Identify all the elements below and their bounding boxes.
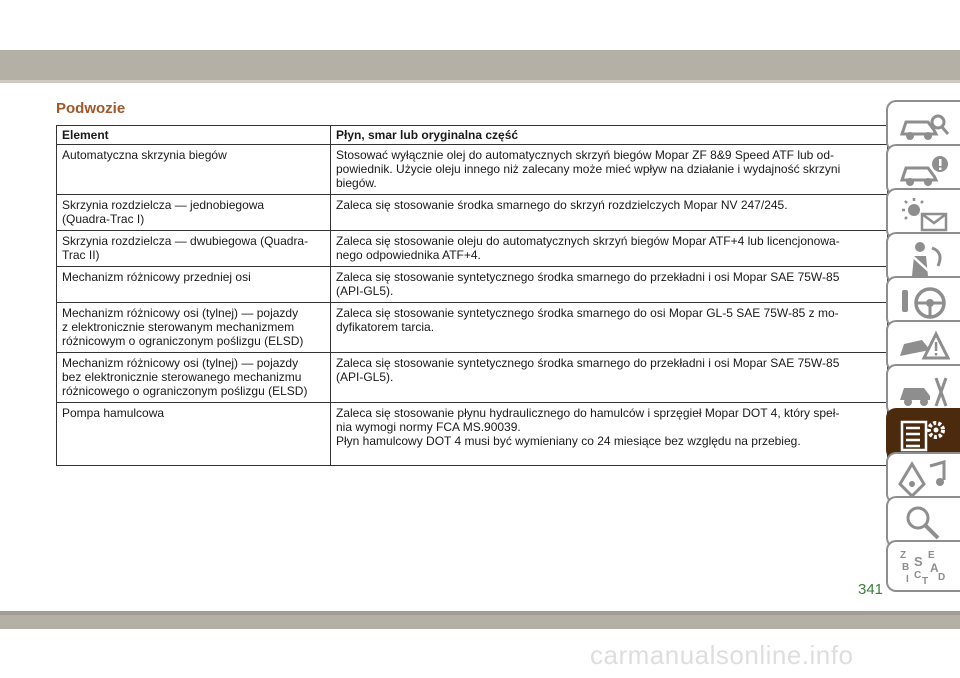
fluid-cell [331,403,888,466]
index-letter: E [928,550,935,561]
column-header-element: Element [57,126,331,145]
fluid-cell [331,231,888,267]
cell-line: dyfikatorem tarcia. [336,320,435,334]
cell-line: Mechanizm różnicowy osi (tylnej) — pojazdy [62,306,299,320]
cell-line: Automatyczna skrzynia biegów [62,148,227,162]
table-row [57,267,888,303]
index-letter: I [906,574,909,585]
car-service-tools-icon [898,372,950,410]
page-number: 341 [858,581,884,598]
index-letter: B [902,562,910,573]
cell-line: (API-GL5). [336,370,394,384]
header-band [0,50,960,80]
cell-line: nia wymogi normy FCA MS.90039. [336,420,521,434]
index-letter: S [914,554,923,569]
cell-line: Mechanizm różnicowy osi (tylnej) — pojazdy [62,356,299,370]
element-cell [57,195,331,231]
cell-line: Trac II) [62,248,100,262]
index-letter: T [922,576,929,586]
element-cell [57,403,331,466]
cell-line: Zaleca się stosowanie płynu hydraulicznego do hamulców i sprzęgieł Mopar DOT 4, który speł- [336,406,840,420]
column-header-fluid: Płyn, smar lub oryginalna część [331,126,888,145]
fluid-cell [331,267,888,303]
seatbelt-airbag-icon [898,240,950,278]
watermark: carmanualsonline.info [590,640,854,670]
element-cell [57,145,331,195]
table-row [57,195,888,231]
index-letter: A [930,561,939,575]
cell-line: Zaleca się stosowanie syntetycznego środka smarnego do przekładni i osi Mopar SAE 75W-85 [336,270,840,284]
index-letter: D [938,572,946,583]
cell-line: Zaleca się stosowanie syntetycznego środka smarnego do osi Mopar GL-5 SAE 75W-85 z mo- [336,306,839,320]
section-title: Podwozie [56,100,126,117]
cell-line: Skrzynia rozdzielcza — jednobiegowa [62,198,265,212]
car-search-icon [898,108,950,146]
cell-line: Płyn hamulcowy DOT 4 musi być wymieniany co 24 miesiące bez względu na przebieg. [336,434,801,448]
cell-line: bez elektronicznie sterowanego mechanizmu [62,370,302,384]
element-cell [57,267,331,303]
index-letter: C [914,570,922,581]
cell-line: nego odpowiednika ATF+4. [336,248,481,262]
multimedia-music-icon [898,460,950,498]
table-row [57,231,888,267]
fluid-cell [331,303,888,353]
cell-line: Skrzynia rozdzielcza — dwubiegowa (Quadra- [62,234,309,248]
cell-line: Zaleca się stosowanie syntetycznego środka smarnego do przekładni i osi Mopar SAE 75W-85 [336,356,840,370]
cell-line: (Quadra-Trac I) [62,212,145,226]
fluid-cell [331,145,888,195]
cell-line: Zaleca się stosowanie środka smarnego do skrzyń rozdzielczych Mopar NV 247/245. [336,198,788,212]
cell-line: Stosować wyłącznie olej do automatycznych skrzyń biegów Mopar ZF 8&9 Speed ATF lub od- [336,148,835,162]
element-cell [57,231,331,267]
cell-line: Mechanizm różnicowy przedniej osi [62,270,251,284]
specification-table [56,125,888,466]
index-letter: Z [900,550,907,561]
cell-line: powiednik. Użycie oleju innego niż zalecany może mieć wpływ na działanie i wydajność skrzyni [336,162,841,176]
cell-line: z elektronicznie sterowanym mechanizmem [62,320,295,334]
header-band-edge [0,80,960,83]
table-row [57,303,888,353]
index-search-icon [898,504,950,542]
element-cell [57,303,331,353]
element-cell [57,353,331,403]
car-hazard-icon [898,328,950,366]
cell-line: (API-GL5). [336,284,394,298]
cell-line: biegów. [336,176,377,190]
car-info-icon [898,152,950,190]
footer-band [0,615,960,629]
steering-wheel-icon [898,284,950,322]
cell-line: różnicowego o ograniczonym poślizgu (ELSD) [62,384,308,398]
alphabetical-index-icon [898,548,950,586]
fluid-cell [331,353,888,403]
table-header-row [57,126,888,145]
table-row [57,145,888,195]
table-row [57,403,888,466]
cell-line: Pompa hamulcowa [62,406,165,420]
table-row [57,353,888,403]
fluid-cell [331,195,888,231]
specifications-gear-icon [898,416,950,454]
cell-line: różnicowym o ograniczonym poślizgu (ELSD) [62,334,304,348]
tab-alphabetical-index[interactable] [886,540,960,592]
cell-line: Zaleca się stosowanie oleju do automatycznych skrzyń biegów Mopar ATF+4 lub licencjonowa- [336,234,840,248]
warning-light-message-icon [898,196,950,234]
